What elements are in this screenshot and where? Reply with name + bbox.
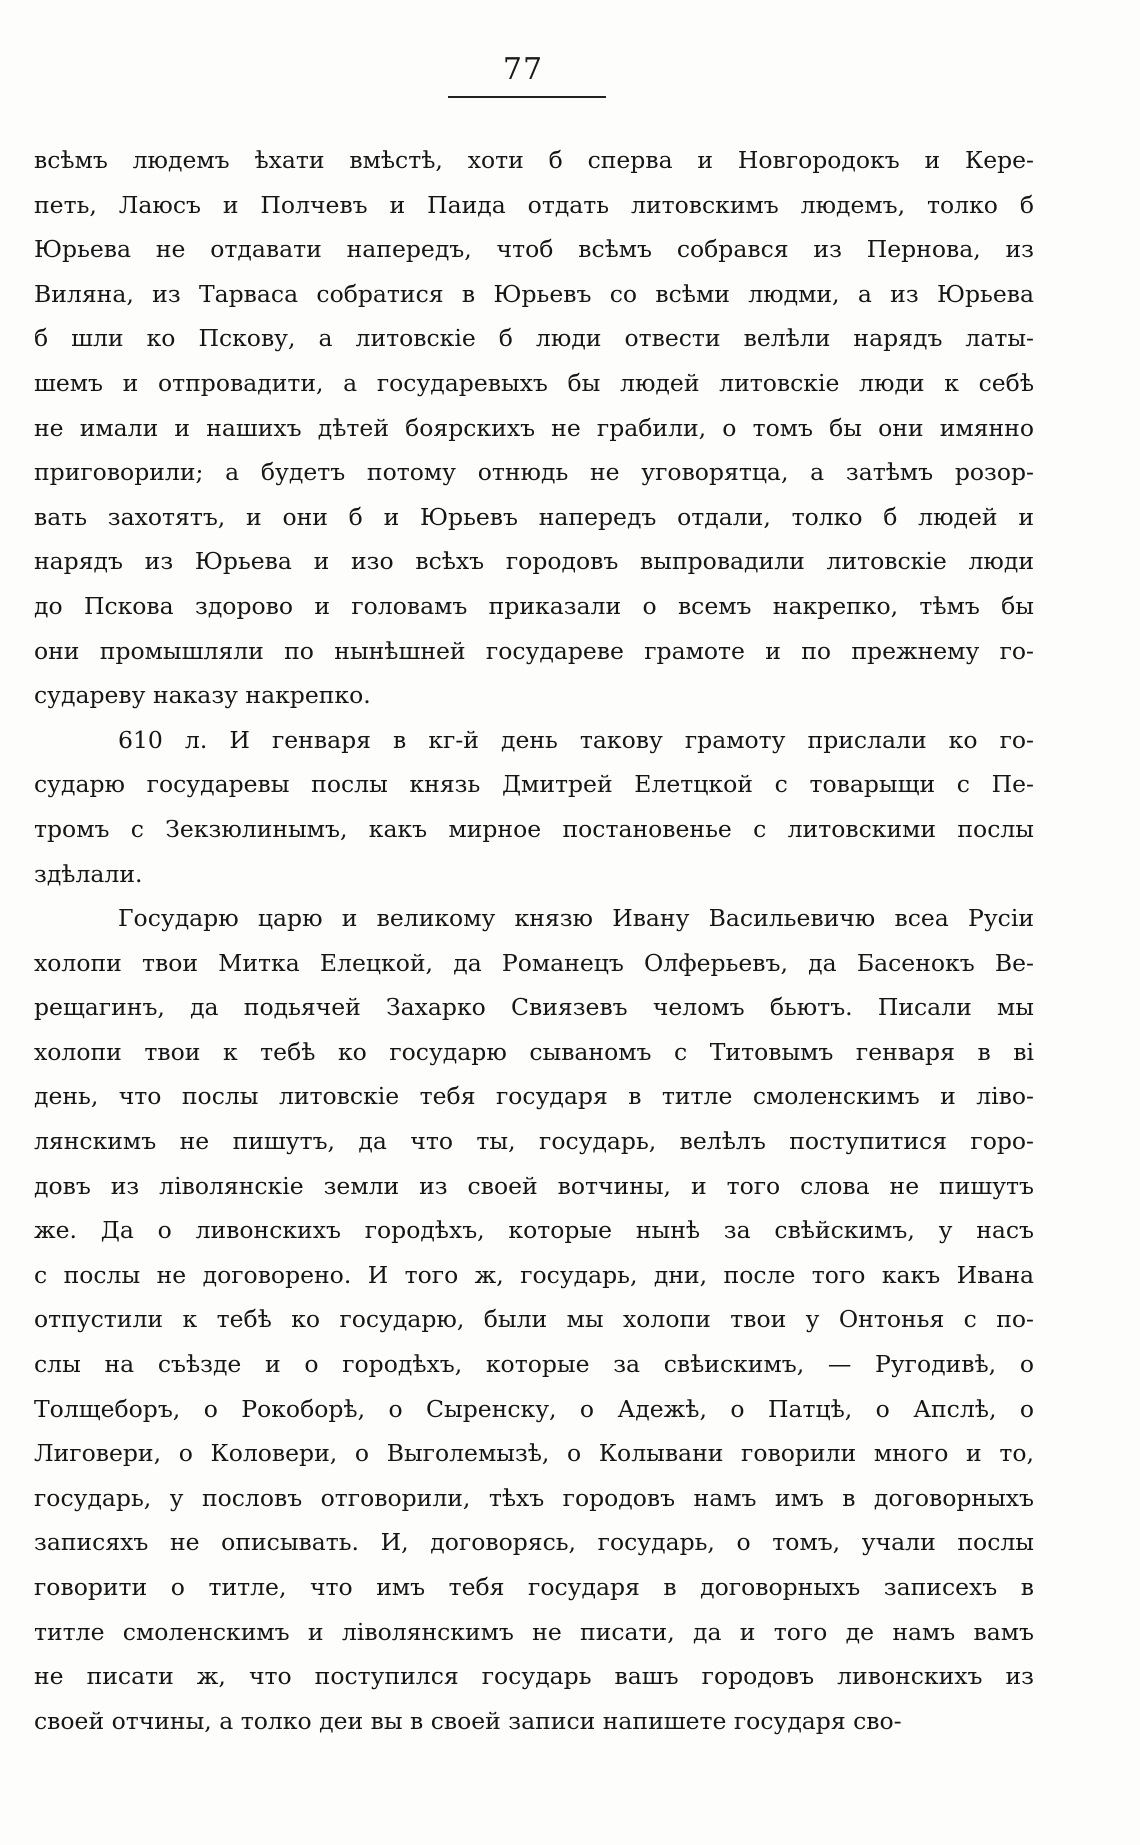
text-line: судареву наказу накрепко. (34, 681, 371, 710)
text-line: довъ из ліволянскіе земли из своей вотчины, и того слова не пишутъ (34, 1171, 1034, 1200)
text-line: лянскимъ не пишутъ, да что ты, государь, велѣлъ поступитися горо- (34, 1127, 1034, 1156)
text-line: холопи твои к тебѣ ко государю сываномъ с Титовымъ генваря в ві (34, 1037, 1034, 1066)
text-line: Лиговери, о Коловери, о Выголемызѣ, о Колывани говорили много и то, (34, 1439, 1034, 1468)
text-line: записяхъ не описывать. И, договорясь, государь, о томъ, учали послы (34, 1528, 1034, 1557)
text-line: петь, Лаюсъ и Полчевъ и Паида отдать литовскимъ людемъ, толко б (34, 190, 1034, 219)
text-line: б шли ко Пскову, а литовскіе б люди отвести велѣли нарядъ латы- (34, 324, 1034, 353)
text-line: государь, у пословъ отговорили, тѣхъ городовъ намъ имъ в договорныхъ (34, 1483, 1034, 1512)
text-line: приговорили; а будетъ потому отнюдь не уговорятца, а затѣмъ розор- (34, 458, 1034, 487)
text-line: своей отчины, а толко деи вы в своей записи напишете государя сво- (34, 1706, 902, 1735)
text-line: холопи твои Митка Елецкой, да Романецъ Олферьевъ, да Басенокъ Ве- (34, 948, 1034, 977)
text-line: Виляна, из Тарваса собратися в Юрьевъ со всѣми людми, а из Юрьева (34, 279, 1034, 308)
text-line: всѣмъ людемъ ѣхати вмѣстѣ, хоти б сперва и Новгородокъ и Кере- (34, 146, 1034, 174)
text-line: нарядъ из Юрьева и изо всѣхъ городовъ выпровадили литовскіе люди (34, 547, 1034, 576)
text-line: шемъ и отпровадити, а государевыхъ бы людей литовскіе люди к себѣ (34, 368, 1034, 397)
text-line: день, что послы литовскіе тебя государя в титле смоленскимъ и ліво- (34, 1082, 1034, 1111)
text-line: слы на съѣзде и о городѣхъ, которые за свѣискимъ, — Ругодивѣ, о (34, 1350, 1034, 1379)
text-line: не писати ж, что поступился государь вашъ городовъ ливонскихъ из (34, 1662, 1034, 1691)
text-line: Юрьева не отдавати напередъ, чтоб всѣмъ собрався из Пернова, из (34, 235, 1034, 264)
text-line: Государю царю и великому князю Ивану Васильевичю всеа Русіи (118, 904, 1034, 933)
text-line: отпустили к тебѣ ко государю, были мы холопи твои у Онтонья с по- (34, 1305, 1034, 1334)
text-line: Толщеборъ, о Рокоборѣ, о Сыренску, о Адежѣ, о Патцѣ, о Апслѣ, о (34, 1394, 1034, 1423)
text-line: же. Да о ливонскихъ городѣхъ, которые нынѣ за свѣйскимъ, у насъ (34, 1216, 1034, 1245)
text-line: титле смоленскимъ и ліволянскимъ не писати, да и того де намъ вамъ (34, 1617, 1034, 1646)
text-line: до Пскова здорово и головамъ приказали о всемъ накрепко, тѣмъ бы (34, 591, 1034, 620)
text-line: не имали и нашихъ дѣтей боярскихъ не грабили, о томъ бы они имянно (34, 413, 1034, 442)
text-line: тромъ с Зекзюлинымъ, какъ мирное постановенье с литовскими послы (34, 814, 1034, 843)
text-line: здѣлали. (34, 859, 143, 888)
page-number-rule (448, 96, 606, 98)
text-line: они промышляли по нынѣшней государеве грамоте и по прежнему го- (34, 636, 1034, 665)
page-number: 77 (502, 52, 544, 87)
body-text (34, 138, 1034, 1743)
text-line: сударю государевы послы князь Дмитрей Елетцкой с товарыщи с Пе- (34, 770, 1034, 799)
text-line: говорити о титле, что имъ тебя государя в договорныхъ записехъ в (34, 1573, 1034, 1601)
text-line: вать захотятъ, и они б и Юрьевъ напередъ отдали, толко б людей и (34, 502, 1034, 531)
text-line: 610 л. И генваря в кг-й день такову грамоту прислали ко го- (118, 725, 1034, 754)
text-line: с послы не договорено. И того ж, государь, дни, после того какъ Ивана (34, 1260, 1034, 1289)
text-line: рещагинъ, да подьячей Захарко Свиязевъ челомъ бьютъ. Писали мы (34, 993, 1034, 1022)
